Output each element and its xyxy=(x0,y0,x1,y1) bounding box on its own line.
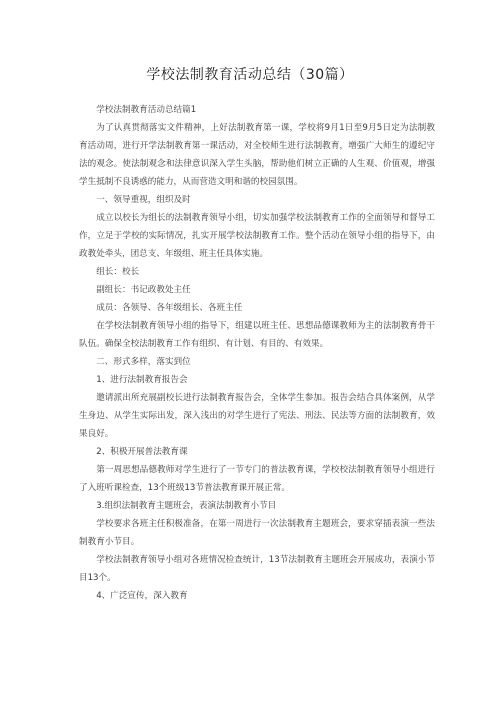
document-title: 学校法制教育活动总结（30篇） xyxy=(146,67,354,83)
paragraph: 在学校法制教育领导小组的指导下，组建以班主任、思想品德课教师为主的法制教育骨干队伍。确保全校法制教育工作有组织、有计划、有目的、有效果。 xyxy=(79,321,435,349)
paragraph: 邀请派出所充展副校长进行法制教育报告会，全体学生参加。报告会结合具体案例，从学生身边、从学生实际出发，深入浅出的对学生进行了宪法、刑法、民法等方面的法制教育，效果良好。 xyxy=(79,393,435,439)
list-item: 组长：校长 xyxy=(96,267,140,277)
sub-heading: 2、积极开展普法教育课 xyxy=(96,447,188,457)
list-item: 副组长：书记政教处主任 xyxy=(96,285,191,295)
section-heading: 二、形式多样，落实到位 xyxy=(96,357,191,367)
list-item: 成员：各领导、各年级组长、各班主任 xyxy=(96,303,243,313)
paragraph: 为了认真贯彻落实文件精神，上好法制教育第一课，学校将9月1日至9月5日定为法制教育活动周，进行开学法制教育第一课活动，对全校师生进行法制教育，增强广大师生的遵纪守法的观念。使法制观念和法律意识深入学生头脑，帮助他们树立正确的人生观、价值观，增强学生抵制不良诱惑的能力，从而营造文明和谐的校园氛围。 xyxy=(79,123,435,187)
paragraph: 第一周思想品德教师对学生进行了一节专门的普法教育课，学校校法制教育领导小组进行了入班听课检查，13个班级13节普法教育课开展正常。 xyxy=(79,465,435,493)
section-heading: 学校法制教育活动总结篇1 xyxy=(96,105,197,115)
sub-heading: 1、进行法制教育报告会 xyxy=(96,375,188,385)
sub-heading: 3.组织法制教育主题班会，表演法制教育小节目 xyxy=(96,501,277,511)
sub-heading: 4、广泛宣传，深入教育 xyxy=(96,591,188,601)
paragraph: 学校法制教育领导小组对各班情况检查统计，13节法制教育主题班会开展成功，表演小节目13个。 xyxy=(79,555,435,583)
section-heading: 一、领导重视，组织及时 xyxy=(96,195,191,205)
document-body xyxy=(79,101,435,605)
paragraph: 成立以校长为组长的法制教育领导小组，切实加强学校法制教育工作的全面领导和督导工作，立足于学校的实际情况，扎实开展学校法制教育工作。整个活动在领导小组的指导下，由政教处牵头，团总支、年级组、班主任具体实施。 xyxy=(79,213,435,259)
paragraph: 学校要求各班主任积极准备，在第一周进行一次法制教育主题班会，要求穿插表演一些法制教育小节目。 xyxy=(79,519,435,547)
